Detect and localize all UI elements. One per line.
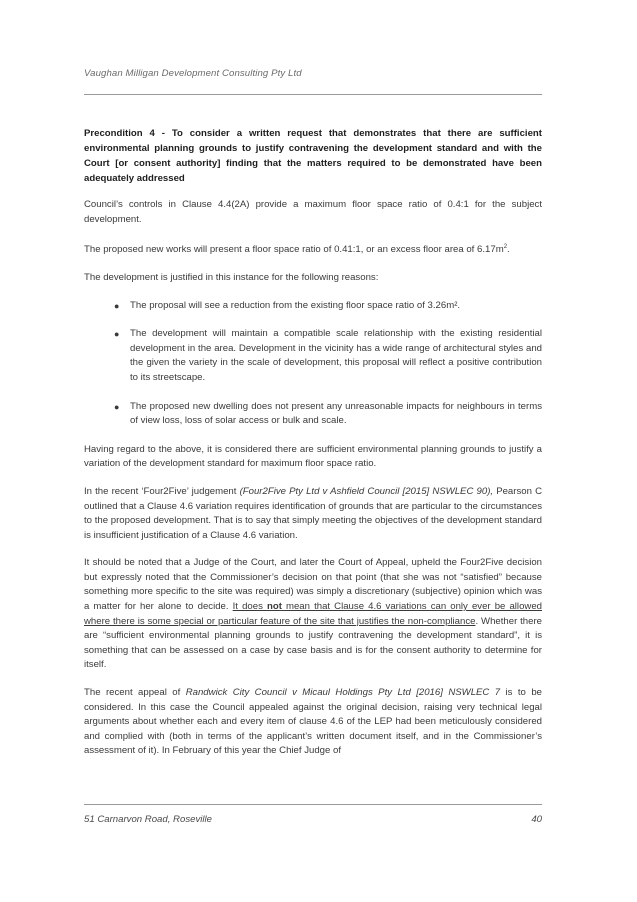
paragraph-court-of-appeal bbox=[84, 556, 542, 673]
list-item bbox=[84, 327, 542, 385]
page-number: 40 bbox=[531, 814, 542, 825]
list-item-text: The proposal will see a reduction from the existing floor space ratio of 3.26m². bbox=[130, 299, 461, 311]
paragraph-controls: Council’s controls in Clause 4.4(2A) provide a maximum floor space ratio of 0.4:1 for the subject development. bbox=[84, 199, 542, 225]
header-divider bbox=[84, 94, 542, 95]
paragraph-randwick-text: The recent appeal of bbox=[84, 687, 186, 699]
paragraph-four2five-rest: Pearson C outlined that a Clause 4.6 variation requires identification of grounds that are particular to the circumstances to the proposed development. That is to say that simply meeting the objectives of the development standard is insufficient justification of a Clause 4.6 variation. bbox=[84, 485, 542, 541]
paragraph-four2five-text: In the recent ‘Four2Five’ judgement bbox=[84, 485, 240, 497]
paragraph-having-regard: Having regard to the above, it is considered there are sufficient environmental planning grounds to justify a variation of the development standard for maximum floor space ratio. bbox=[84, 443, 542, 470]
paragraph-four2five bbox=[84, 485, 542, 543]
bullet-icon: ● bbox=[114, 329, 120, 340]
underlined-text-part1: It does bbox=[232, 601, 267, 613]
emphasis-not: not bbox=[266, 601, 282, 613]
bullet-icon: ● bbox=[114, 300, 120, 311]
paragraph-randwick-rest: is to be considered. In this case the Council appealed against the original decision, raising very technical legal arguments about whether each and every item of clause 4.6 of the LEP had been meticulously considered and complied with (both in terms of the applicant’s written document itself, and in the Commissioner’s assessment of it). In February of this year the Chief Judge of bbox=[84, 687, 542, 757]
document-body bbox=[84, 126, 542, 772]
paragraph-proposed-works-end: . bbox=[507, 244, 510, 256]
footer-divider bbox=[84, 804, 542, 805]
list-item-text: The development will maintain a compatible scale relationship with the existing residential development in the area. Development in the vicinity has a wide range of architectural styles and the given the variety in the scale of development, this proposal will reflect a positive contribution to its streetscape. bbox=[130, 328, 542, 383]
paragraph-proposed-works bbox=[84, 240, 542, 258]
list-item bbox=[84, 400, 542, 429]
paragraph-randwick bbox=[84, 686, 542, 759]
paragraph-court-rest: . Whether there are “sufficient environmental planning grounds to justify contravening the development standard”, it is something that can be assessed on a case by case basis and is for the consent authority to determine for itself. bbox=[84, 615, 542, 671]
footer-address: 51 Carnarvon Road, Roseville bbox=[84, 814, 212, 825]
precondition-heading: Precondition 4 - To consider a written request that demonstrates that there are sufficient environmental planning grounds to justify contravening the development standard and with the Court [or consent authority] finding that the matters required to be demonstrated have been adequately addressed bbox=[84, 128, 542, 184]
underlined-text-part2: mean that Clause 4.6 variations can only ever be allowed where there is some special or particular feature of the site that justifies the non-compliance bbox=[84, 601, 542, 627]
paragraph-justification-intro: The development is justified in this instance for the following reasons: bbox=[84, 271, 379, 283]
case-citation-randwick: Randwick City Council v Micaul Holdings Pty Ltd [2016] NSWLEC 7 bbox=[185, 687, 501, 699]
list-item-text: The proposed new dwelling does not present any unreasonable impacts for neighbours in terms of view loss, loss of solar access or bulk and scale. bbox=[130, 400, 542, 427]
superscript-2: 2 bbox=[503, 244, 508, 251]
paragraph-court-text: It should be noted that a Judge of the Court, and later the Court of Appeal, upheld the Four2Five decision but expressly noted that the Commissioner’s decision on that point (that she was not “satisfied” because something more specific to the site was required) was simply a discretionary (subjective) opinion which was a matter for her alone to decide. bbox=[84, 557, 542, 613]
header-company: Vaughan Milligan Development Consulting Pty Ltd bbox=[84, 68, 302, 79]
paragraph-proposed-works-text: The proposed new works will present a floor space ratio of 0.41:1, or an excess floor area of 6.17m bbox=[84, 244, 504, 256]
list-item bbox=[84, 299, 542, 314]
reasons-list bbox=[84, 299, 542, 429]
bullet-icon: ● bbox=[114, 401, 120, 412]
case-citation-four2five: (Four2Five Pty Ltd v Ashfield Council [2015] NSWLEC 90), bbox=[239, 485, 494, 497]
